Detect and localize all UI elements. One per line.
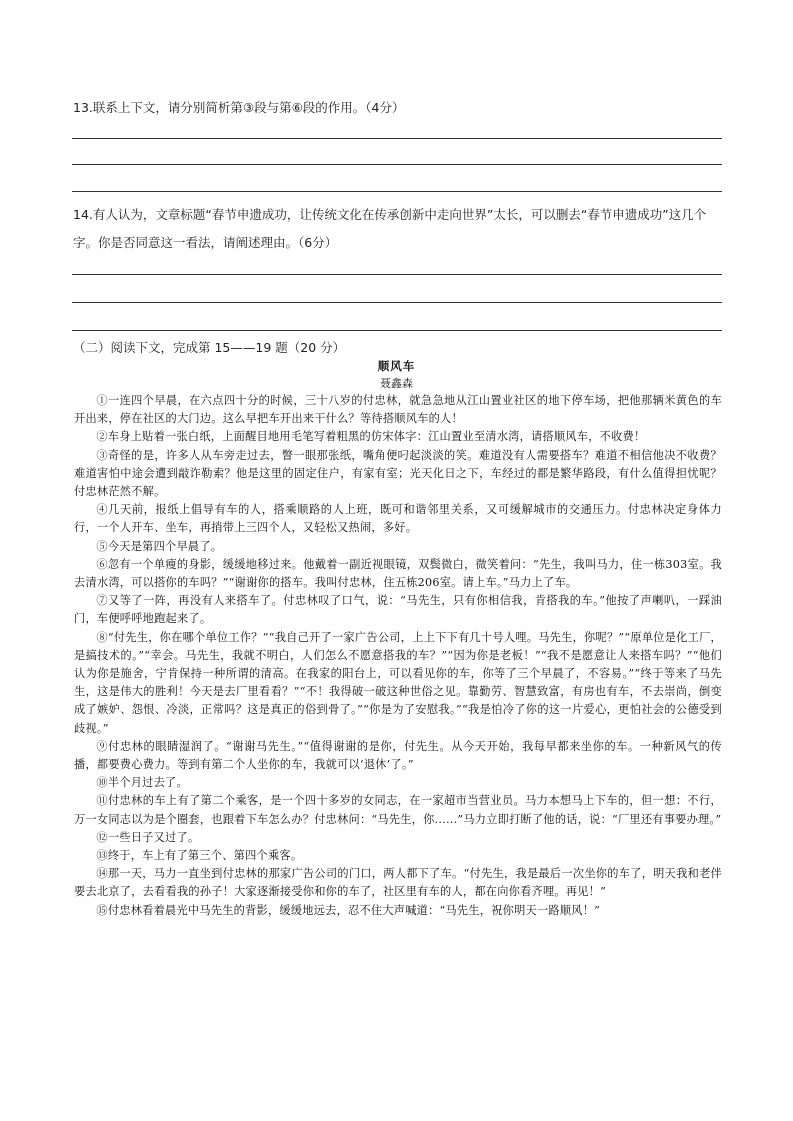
paragraph: ⑨付忠林的眼睛湿润了。“谢谢马先生。”“值得谢谢的是你，付先生。从今天开始，我每早都来坐你的车。一种新风气的传播，都要费心费力。等到有第二个人坐你的车，我就可以‘退休’了。” <box>74 739 722 772</box>
paragraph: ①一连四个早晨，在六点四十分的时候，三十八岁的付忠林，就急急地从江山置业社区的地下停车场，把他那辆米黄色的车开出来，停在社区的大门边。这么早把车开出来干什么？等待搭顺风车的人！ <box>74 394 722 426</box>
paragraph: ⑬终于，车上有了第三个、第四个乘客。 <box>96 849 303 863</box>
answer-line <box>72 191 722 192</box>
paragraph: ⑩半个月过去了。 <box>96 776 188 790</box>
paragraph: ④几天前，报纸上倡导有车的人，搭乘顺路的人上班，既可和谐邻里关系，又可缓解城市的交通压力。付忠林决定身体力行，一个人开车、坐车，再捎带上三四个人，又轻松又热闹，多好。 <box>74 503 722 535</box>
paragraph: ⑤今天是第四个早晨了。 <box>96 539 223 553</box>
paragraph: ⑮付忠林看着晨光中马先生的背影，缓缓地远去，忍不住大声喊道：“马先生，祝你明天一路顺风！” <box>96 903 601 917</box>
paragraph: ⑧“付先生，你在哪个单位工作？”“我自己开了一家广告公司，上上下下有几十号人哩。马先生，你呢？”“原单位是化工厂，是搞技术的。”“幸会。马先生，我就不明白，人们怎么不愿意搭我的车？”“因为你是老板！”“我不是愿意让人来搭车吗？”“他们认为你是施舍，宁肯保持一种所谓的清高。在我家的阳台上，可以看见你的车，你等了三个早晨了，不容易。”“终于等来了马先生，这是伟大的胜利！今天是去厂里看看？”“不！我得破一破这种世俗之见。靠勤劳、智慧致富，有房也有车，不去崇尚，倒变成了嫉妒、怨恨、冷淡，正常吗？这是真正的俗到骨了。”“你是为了安慰我。”“我是怕冷了你的这一片爱心，更怕社会的公德受到歧视。” <box>74 630 722 735</box>
paragraph: ②车身上贴着一张白纸，上面醒目地用毛笔写着粗黑的仿宋体字：江山置业至清水湾，请搭顺风车，不收费！ <box>96 430 646 444</box>
answer-line <box>72 274 722 275</box>
answer-line <box>72 138 722 139</box>
paragraph: ⑪付忠林的车上有了第二个乘客，是一个四十多岁的女同志，在一家超市当营业员。马力本想马上下车的，但一想：不行，万一女同志以为是个圈套，也跟着下车怎么办？付忠林问：“马先生，你......”马力立即打断了他的话，说：“厂里还有事要办理。” <box>74 794 722 826</box>
paragraph: ⑫一些日子又过了。 <box>96 830 200 844</box>
paragraph: ⑥忽有一个单瘦的身影，缓缓地移过来。他戴着一副近视眼镜，双鬓微白，微笑着问：“先生，我叫马力，住一栋303室。我去清水湾，可以搭你的车吗？”“谢谢你的搭车。我叫付忠林，住五栋206室。请上车。”马力上了车。 <box>74 557 722 590</box>
question-13: 13.联系上下文，请分别简析第③段与第⑥段的作用。（4分） <box>73 100 405 115</box>
answer-line <box>72 330 722 331</box>
answer-line <box>72 302 722 303</box>
section-heading: （二）阅读下文，完成第 15——19 题（20 分） <box>73 340 346 355</box>
question-14: 14.有人认为，文章标题“春节申遗成功，让传统文化在传承创新中走向世界”太长，可以删去“春节申遗成功”这几个字。你是否同意这一看法，请阐述理由。（6分） <box>73 207 707 250</box>
paragraph: ③奇怪的是，许多人从车旁走过去，瞥一眼那张纸，嘴角便叼起淡淡的笑。难道没有人需要搭车？难道不相信他决不收费？难道害怕中途会遭到敲诈勒索？他是这里的固定住户，有家有室；光天化日之下，车经过的都是繁华路段，有什么值得担忧呢？付忠林茫然不解。 <box>74 448 722 499</box>
story-author: 聂鑫森 <box>380 377 413 390</box>
story-body <box>74 392 722 920</box>
paragraph: ⑭那一天，马力一直坐到付忠林的那家广告公司的门口，两人都下了车。“付先生，我是最后一次坐你的车了，明天我和老伴要去北京了，去看看我的孙子！大家逐渐接受你和你的车了，社区里有车的人，都在向你看齐哩。再见！” <box>74 867 722 899</box>
story-title: 顺风车 <box>377 359 416 373</box>
answer-line <box>72 164 722 165</box>
paragraph: ⑦又等了一阵，再没有人来搭车了。付忠林叹了口气，说：“马先生，只有你相信我，肯搭我的车。”他按了声喇叭，一踩油门，车便呼呼地跑起来了。 <box>74 594 722 626</box>
